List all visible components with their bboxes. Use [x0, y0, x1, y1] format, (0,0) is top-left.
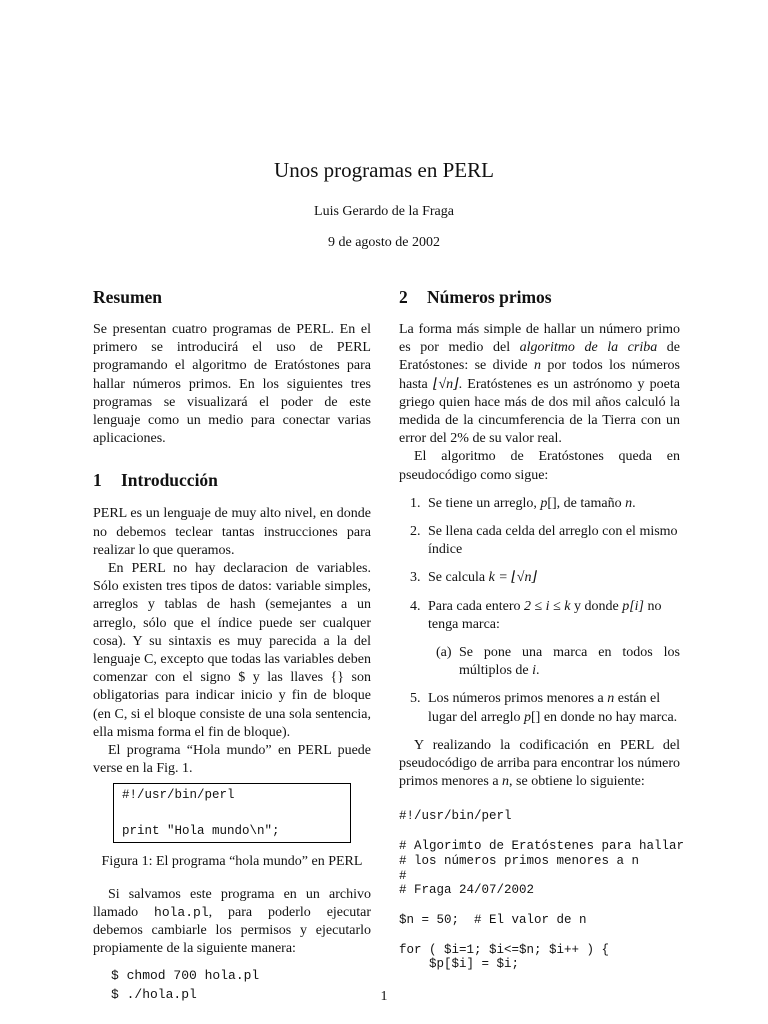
section1-paragraph-3: El programa “Hola mundo” en PERL puede verse en la Fig. 1. [93, 743, 371, 777]
li-text: Se tiene un arreglo, [428, 495, 541, 511]
section1-number: 1 [93, 470, 102, 491]
list-marker: (a) [436, 645, 452, 661]
section2-paragraph-2: El algoritmo de Eratóstones queda en pseudocódigo como sigue: [399, 449, 680, 483]
li-text: [] en donde no hay marca. [531, 709, 678, 725]
abstract-heading: Resumen [93, 287, 163, 307]
list-item [399, 690, 680, 726]
li-math: k = ⌊√n⌋ [488, 570, 537, 586]
author-name: Luis Gerardo de la Fraga [314, 204, 454, 219]
list-item [399, 569, 680, 587]
abstract-text: Se presentan cuatro programas de PERL. En el primero se introducirá el uso de PERL programando el algoritmo de Eratóstones para hallar números primos. En los siguientes tres programas se visualizará el poder de este lenguaje como un medio para conectar varias aplicaciones. [93, 322, 371, 447]
s2p1-c: por todos los números hasta [399, 358, 680, 392]
li-math: i [532, 663, 537, 679]
li-math: p [540, 495, 548, 511]
list-subitem [399, 644, 680, 680]
li-text: están el lugar del arreglo [428, 691, 661, 725]
s2p3-b: , se obtiene lo siguiente: [509, 774, 645, 790]
section1-paragraph-1: PERL es un lenguaje de muy alto nivel, en donde no debemos teclear tantas instrucciones para realizar lo que queramos. [93, 506, 371, 558]
list-marker: 3. [410, 570, 421, 586]
section1-paragraph-4 [93, 886, 371, 959]
section1-title: Introducción [121, 470, 218, 491]
li-math: n [607, 691, 615, 707]
list-marker: 4. [410, 598, 421, 614]
list-marker: 1. [410, 495, 421, 511]
section1-paragraph-2: En PERL no hay declaracion de variables. Sólo existen tres tipos de datos: variable simples, arreglos y tablas de hash (semejantes a un arreglo, sólo que el índice puede ser cualquer cosa). Y su sintaxis es muy parecida a la del lenguaje C, excepto que todas las variables deben comenzar con el signo $ y las llaves {} son obligatorias para indicar inicio y fin de bloque (en C, si el bloque consiste de una sola sentencia, ella misma forma el fin de bloque). [93, 561, 371, 740]
li-text: . [536, 663, 540, 679]
s2p1-d: . Eratóstenes es un astrónomo y poeta griego quien hace más de dos mil años calculó la medida de la cincumferencia de la Tierra con un error del 2% de su valor real. [399, 376, 680, 447]
shell-commands: $ chmod 700 hola.pl $ ./hola.pl [111, 968, 260, 1003]
list-marker: 2. [410, 524, 421, 540]
li-text: y donde [570, 598, 623, 614]
paper-date: 9 de agosto de 2002 [328, 235, 440, 250]
list-item [399, 495, 680, 513]
p4-text-a: Si salvamos este programa en un archivo llamado [93, 886, 371, 920]
section1-heading [93, 468, 371, 492]
li-text: . [632, 495, 636, 511]
li-math: p[i] [622, 598, 644, 614]
section2-title: Números primos [427, 287, 552, 307]
figure-1-caption: Figura 1: El programa “hola mundo” en PERL [101, 854, 363, 870]
left-column [93, 285, 371, 1004]
hello-world-code-box: #!/usr/bin/perl print "Hola mundo\n"; [113, 783, 351, 843]
paper-title: Unos programas en PERL [274, 158, 494, 182]
right-column [399, 285, 685, 972]
section2-number: 2 [399, 287, 408, 307]
section2-paragraph-3 [399, 737, 680, 792]
s2p3-a: Y realizando la codificación en PERL del pseudocódigo de arriba para encontrar los número primos menores a [399, 737, 680, 790]
page-number: 1 [380, 989, 388, 1004]
p4-text-b: , para poderlo ejecutar debemos cambiarle los permisos y ejecutarlo propiamente de la siguiente manera: [93, 904, 371, 957]
perl-sieve-code: #!/usr/bin/perl # Algorimto de Eratóstenes para hallar # los números primos menores a n # # Fraga 24/07/2002 $n = 50; # El valor de n for ( $i=1; $i<=$n; $i++ ) { $p[$i] = $i; [399, 809, 685, 972]
li-math: n [625, 495, 633, 511]
section2-heading [399, 285, 680, 309]
list-item [399, 523, 680, 559]
s2p1-n: n [533, 358, 541, 374]
s2p1-floor: ⌊√n⌋ [432, 376, 459, 392]
s2p3-n: n [502, 774, 510, 790]
s2p1-a: La forma más simple de hallar un número primo es por medio del [399, 322, 680, 356]
li-text: Se pone una marca en todos los múltiplos de [459, 645, 680, 679]
li-text: Se calcula [428, 570, 489, 586]
li-text: no tenga marca: [428, 598, 662, 632]
s2p1-emphasis: algoritmo de la criba [519, 340, 658, 356]
li-math: p [524, 709, 532, 725]
li-text: Se llena cada celda del arreglo con el mismo índice [428, 524, 678, 558]
section2-paragraph-1 [399, 321, 680, 448]
algorithm-list [399, 495, 680, 727]
p4-filename: hola.pl [154, 904, 209, 920]
li-math: 2 ≤ i ≤ k [524, 598, 571, 614]
list-item [399, 598, 680, 634]
li-text: [], de tamaño [547, 495, 626, 511]
list-marker: 5. [410, 691, 421, 707]
li-text: Para cada entero [428, 598, 524, 614]
s2p1-b: de Eratóstones: se divide [399, 340, 680, 374]
li-text: Los números primos menores a [428, 691, 608, 707]
